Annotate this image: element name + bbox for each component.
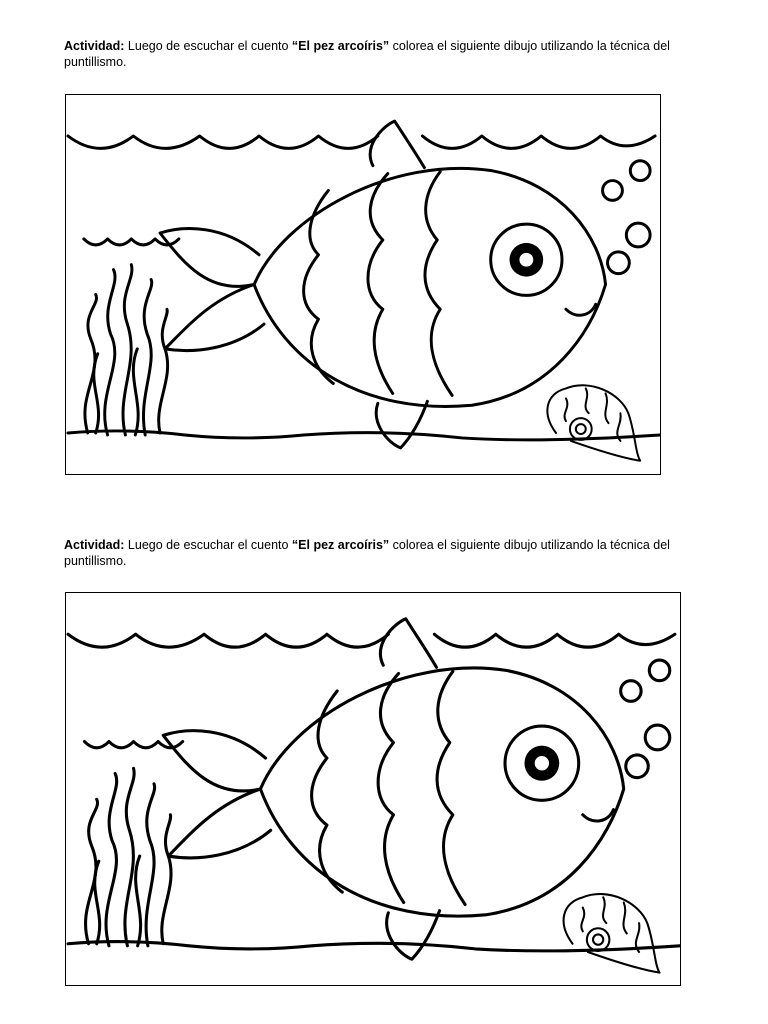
instruction-text-end: colorea el siguiente dibujo utilizando la técnica del puntillismo. (64, 538, 670, 568)
story-title: “El pez arcoíris” (291, 39, 390, 53)
fish-scene-drawing (66, 95, 660, 474)
wave-icon (68, 136, 655, 148)
fish-icon (160, 121, 606, 448)
coloring-picture-2 (65, 592, 681, 986)
seaweed-icon (85, 265, 168, 435)
seashell-icon (547, 385, 640, 460)
instruction-text: Luego de escuchar el cuento (124, 538, 292, 552)
bubble-icon (621, 660, 670, 778)
instruction-text-end: colorea el siguiente dibujo utilizando la técnica del puntillismo. (64, 39, 670, 69)
activity-label: Actividad: (64, 39, 125, 53)
fish-scene-drawing (66, 593, 680, 985)
seaweed-icon (86, 768, 172, 945)
fish-icon (163, 619, 624, 959)
coloring-picture-1 (65, 94, 661, 475)
wave-icon (68, 634, 675, 647)
bubble-icon (603, 161, 651, 274)
activity-instruction-1 (64, 38, 719, 70)
activity-label: Actividad: (64, 538, 125, 552)
story-title: “El pez arcoíris” (291, 538, 390, 552)
seashell-icon (564, 894, 660, 973)
activity-instruction-2 (64, 537, 719, 569)
instruction-text: Luego de escuchar el cuento (124, 39, 292, 53)
